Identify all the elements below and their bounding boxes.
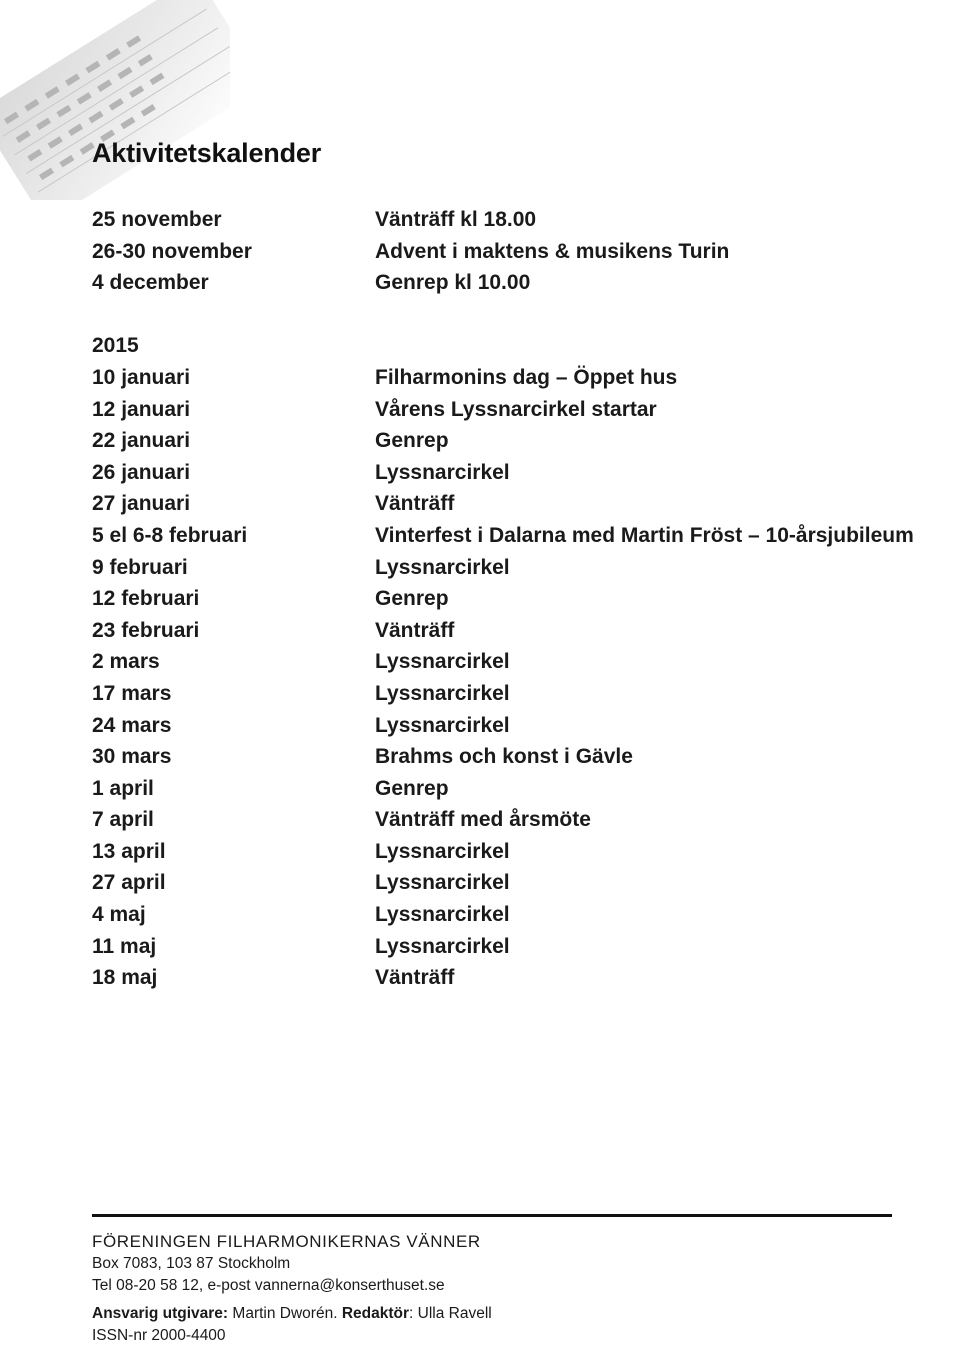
- event-title: Lyssnarcirkel: [375, 555, 510, 579]
- event-title: Genrep: [375, 776, 449, 800]
- spacer: [92, 299, 960, 331]
- event-date: 22 januari: [92, 429, 191, 453]
- publisher-label: Ansvarig utgivare:: [92, 1305, 229, 1322]
- calendar-row: [92, 204, 960, 236]
- footer-divider: [92, 1214, 892, 1217]
- event-date: 17 mars: [92, 681, 172, 705]
- event-title: Filharmonins dag – Öppet hus: [375, 365, 678, 389]
- event-date: 9 februari: [92, 555, 188, 579]
- calendar-row: [92, 646, 960, 678]
- calendar-row: [92, 394, 960, 426]
- event-date: 27 april: [92, 871, 166, 895]
- calendar-row: [92, 931, 960, 963]
- calendar-row: [92, 267, 960, 299]
- event-title: Vänträff med årsmöte: [375, 808, 591, 832]
- postal-address: Box 7083, 103 87 Stockholm: [92, 1255, 291, 1272]
- event-date: 26 januari: [92, 460, 191, 484]
- editor-label: Redaktör: [341, 1305, 410, 1322]
- organization-name: FÖRENINGEN FILHARMONIKERNAS VÄNNER: [92, 1232, 481, 1251]
- event-date: 12 februari: [92, 587, 200, 611]
- calendar-row: [92, 552, 960, 584]
- page-title: Aktivitetskalender: [92, 138, 321, 168]
- calendar-row: [92, 710, 960, 742]
- event-date: 13 april: [92, 839, 166, 863]
- calendar-row: [92, 867, 960, 899]
- event-title: Lyssnarcirkel: [375, 934, 510, 958]
- event-date: 23 februari: [92, 618, 200, 642]
- event-date: 1 april: [92, 776, 154, 800]
- event-title: Lyssnarcirkel: [375, 650, 510, 674]
- event-title: Vänträff: [375, 618, 455, 642]
- calendar-row: [92, 425, 960, 457]
- event-title: Brahms och konst i Gävle: [375, 745, 633, 769]
- event-title: Lyssnarcirkel: [375, 713, 510, 737]
- event-title: Genrep: [375, 429, 449, 453]
- calendar-row: [92, 488, 960, 520]
- colophon: [92, 1214, 892, 1347]
- event-title: Lyssnarcirkel: [375, 681, 510, 705]
- editor-name: : Ulla Ravell: [409, 1305, 492, 1322]
- contact-info: Tel 08-20 58 12, e-post vannerna@konserthuset.se: [92, 1277, 445, 1294]
- event-title: Lyssnarcirkel: [375, 871, 510, 895]
- event-date: 12 januari: [92, 397, 191, 421]
- calendar-row: [92, 678, 960, 710]
- event-title: Genrep kl 10.00: [375, 271, 531, 295]
- event-date: 5 el 6-8 februari: [92, 523, 248, 547]
- calendar-row: [92, 741, 960, 773]
- event-date: 26-30 november: [92, 239, 252, 263]
- event-date: 10 januari: [92, 365, 191, 389]
- event-date: 2 mars: [92, 650, 160, 674]
- calendar-page-image: [0, 0, 230, 200]
- year-heading: 2015: [92, 334, 139, 358]
- event-title: Lyssnarcirkel: [375, 460, 510, 484]
- issn-number: ISSN-nr 2000-4400: [92, 1327, 226, 1344]
- event-date: 4 maj: [92, 903, 146, 927]
- event-date: 24 mars: [92, 713, 172, 737]
- calendar-row: [92, 236, 960, 268]
- event-title: Vänträff: [375, 492, 455, 516]
- calendar-row: [92, 583, 960, 615]
- activity-calendar: [92, 204, 960, 994]
- event-title: Vänträff kl 18.00: [375, 208, 537, 231]
- event-title: Vänträff: [375, 966, 455, 990]
- event-title: Vinterfest i Dalarna med Martin Fröst – 10-årsjubileum: [375, 523, 914, 547]
- calendar-row: [92, 457, 960, 489]
- calendar-row: [92, 362, 960, 394]
- calendar-row: [92, 804, 960, 836]
- calendar-row: [92, 899, 960, 931]
- calendar-row: [92, 773, 960, 805]
- event-title: Lyssnarcirkel: [375, 903, 510, 927]
- publisher-line: [92, 1303, 892, 1325]
- event-date: 30 mars: [92, 745, 172, 769]
- event-title: Genrep: [375, 587, 449, 611]
- event-title: Advent i maktens & musikens Turin: [375, 239, 730, 263]
- event-date: 18 maj: [92, 966, 158, 990]
- calendar-row: [92, 615, 960, 647]
- event-date: 25 november: [92, 208, 222, 231]
- event-date: 27 januari: [92, 492, 191, 516]
- calendar-row: [92, 836, 960, 868]
- event-date: 7 april: [92, 808, 154, 832]
- calendar-row: [92, 962, 960, 994]
- event-date: 4 december: [92, 271, 209, 295]
- event-date: 11 maj: [92, 934, 157, 958]
- event-title: Vårens Lyssnarcirkel startar: [375, 397, 657, 421]
- calendar-row: [92, 520, 960, 552]
- publisher-name: Martin Dworén.: [232, 1305, 338, 1322]
- event-title: Lyssnarcirkel: [375, 839, 510, 863]
